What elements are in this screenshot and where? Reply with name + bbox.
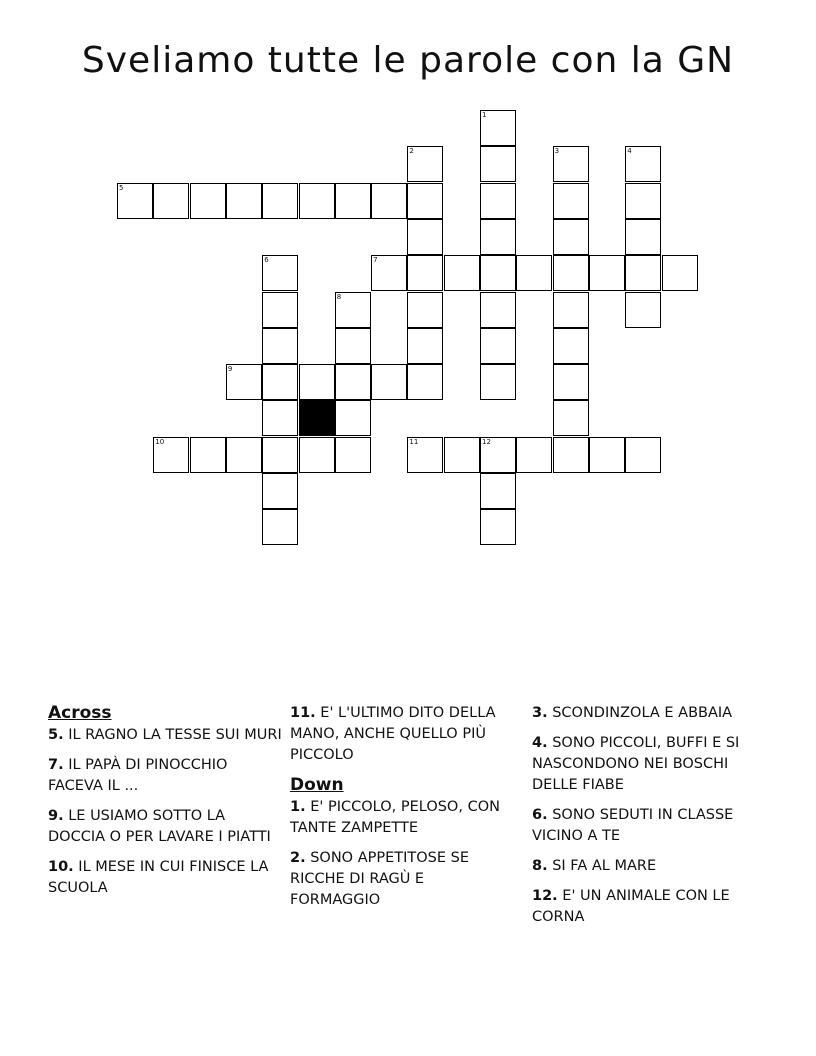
clue-down-4: 4. SONO PICCOLI, BUFFI E SI NASCONDONO NEI BOSCHI DELLE FIABE bbox=[532, 735, 740, 793]
grid-cell[interactable] bbox=[407, 364, 443, 400]
clue-down-12: 12. E' UN ANIMALE CON LE CORNA bbox=[532, 888, 730, 925]
grid-cell[interactable] bbox=[262, 473, 298, 509]
grid-cell[interactable] bbox=[262, 183, 298, 219]
grid-cell[interactable] bbox=[553, 328, 589, 364]
clue-across-10: 10. IL MESE IN CUI FINISCE LA SCUOLA bbox=[48, 859, 269, 896]
grid-cell[interactable] bbox=[516, 255, 552, 291]
grid-cell[interactable] bbox=[553, 364, 589, 400]
clue-number: 4 bbox=[627, 147, 632, 156]
grid-cell[interactable] bbox=[480, 437, 516, 473]
clue-number: 3 bbox=[554, 147, 560, 156]
clue-across-5: 5. IL RAGNO LA TESSE SUI MURI bbox=[48, 727, 282, 743]
grid-cell[interactable] bbox=[226, 364, 262, 400]
grid-cell[interactable] bbox=[480, 255, 516, 291]
clue-across-9: 9. LE USIAMO SOTTO LA DOCCIA O PER LAVARE I PIATTI bbox=[48, 808, 271, 845]
grid-cell[interactable] bbox=[407, 219, 443, 255]
grid-cell[interactable] bbox=[480, 328, 516, 364]
grid-cell[interactable] bbox=[299, 183, 335, 219]
grid-cell[interactable] bbox=[226, 437, 262, 473]
grid-cell[interactable] bbox=[625, 255, 661, 291]
grid-cell[interactable] bbox=[553, 255, 589, 291]
grid-cell[interactable] bbox=[625, 219, 661, 255]
grid-cell[interactable] bbox=[553, 146, 589, 182]
grid-cell[interactable] bbox=[625, 437, 661, 473]
grid-cell[interactable] bbox=[444, 437, 480, 473]
grid-cell[interactable] bbox=[407, 328, 443, 364]
grid-cell[interactable] bbox=[480, 292, 516, 328]
grid-cell[interactable] bbox=[335, 292, 371, 328]
grid-cell[interactable] bbox=[444, 255, 480, 291]
clue-down-3: 3. SCONDINZOLA E ABBAIA bbox=[532, 705, 733, 721]
grid-cell[interactable] bbox=[335, 364, 371, 400]
grid-cell[interactable] bbox=[335, 328, 371, 364]
across-heading: Across bbox=[48, 703, 112, 723]
grid-cell[interactable] bbox=[190, 437, 226, 473]
clue-across-7: 7. IL PAPÀ DI PINOCCHIO FACEVA IL ... bbox=[48, 757, 228, 794]
grid-cell[interactable] bbox=[299, 364, 335, 400]
grid-cell[interactable] bbox=[335, 400, 371, 436]
grid-cell[interactable] bbox=[553, 219, 589, 255]
clue-down-2: 2. SONO APPETITOSE SE RICCHE DI RAGÙ E FORMAGGIO bbox=[290, 850, 470, 908]
grid-cell[interactable] bbox=[262, 364, 298, 400]
grid-cell[interactable] bbox=[262, 509, 298, 545]
grid-cell[interactable] bbox=[480, 509, 516, 545]
grid-cell[interactable] bbox=[262, 255, 298, 291]
grid-cell[interactable] bbox=[153, 183, 189, 219]
grid-block bbox=[299, 400, 335, 436]
clue-number: 10 bbox=[155, 437, 165, 446]
grid-cell[interactable] bbox=[407, 292, 443, 328]
grid-cell[interactable] bbox=[262, 328, 298, 364]
grid-cell[interactable] bbox=[480, 219, 516, 255]
clue-across-11: 11. E' L'ULTIMO DITO DELLA MANO, ANCHE QUELLO PIÙ PICCOLO bbox=[290, 705, 496, 763]
grid-cell[interactable] bbox=[625, 292, 661, 328]
clues-column-2 bbox=[290, 703, 510, 920]
grid-cell[interactable] bbox=[480, 473, 516, 509]
grid-cell[interactable] bbox=[190, 183, 226, 219]
grid-cell[interactable] bbox=[589, 437, 625, 473]
clues-column-1 bbox=[48, 703, 284, 908]
clues-column-3 bbox=[532, 703, 762, 937]
grid-cell[interactable] bbox=[407, 183, 443, 219]
grid-cell[interactable] bbox=[262, 400, 298, 436]
grid-cell[interactable] bbox=[407, 255, 443, 291]
grid-cell[interactable] bbox=[553, 400, 589, 436]
grid-cell[interactable] bbox=[335, 437, 371, 473]
grid-cell[interactable] bbox=[625, 183, 661, 219]
clue-number: 9 bbox=[227, 365, 233, 374]
grid-cell[interactable] bbox=[589, 255, 625, 291]
clue-down-1: 1. E' PICCOLO, PELOSO, CON TANTE ZAMPETTE bbox=[290, 799, 500, 836]
clue-number: 5 bbox=[119, 183, 124, 192]
grid-cell[interactable] bbox=[117, 183, 153, 219]
grid-cell[interactable] bbox=[480, 364, 516, 400]
grid-cell[interactable] bbox=[335, 183, 371, 219]
grid-cell[interactable] bbox=[262, 292, 298, 328]
grid-cell[interactable] bbox=[480, 146, 516, 182]
grid-cell[interactable] bbox=[371, 183, 407, 219]
clue-number: 12 bbox=[482, 437, 491, 446]
grid-cell[interactable] bbox=[553, 292, 589, 328]
grid-cell[interactable] bbox=[153, 437, 189, 473]
grid-cell[interactable] bbox=[480, 183, 516, 219]
grid-cell[interactable] bbox=[299, 437, 335, 473]
clue-number: 1 bbox=[482, 111, 487, 119]
grid-cell[interactable] bbox=[226, 183, 262, 219]
grid-cell[interactable] bbox=[553, 183, 589, 219]
clue-number: 2 bbox=[409, 147, 414, 156]
grid-cell[interactable] bbox=[516, 437, 552, 473]
clue-down-6: 6. SONO SEDUTI IN CLASSE VICINO A TE bbox=[532, 807, 734, 844]
grid-cell[interactable] bbox=[371, 255, 407, 291]
grid-cell[interactable] bbox=[262, 437, 298, 473]
grid-cell[interactable] bbox=[625, 146, 661, 182]
clue-number: 8 bbox=[336, 292, 342, 301]
clue-number: 11 bbox=[409, 437, 419, 446]
grid-cell[interactable] bbox=[480, 110, 516, 146]
clue-number: 7 bbox=[373, 256, 378, 265]
grid-cell[interactable] bbox=[407, 437, 443, 473]
clue-down-8: 8. SI FA AL MARE bbox=[532, 858, 657, 874]
down-heading: Down bbox=[290, 775, 344, 795]
grid-cell[interactable] bbox=[662, 255, 698, 291]
clue-number: 6 bbox=[264, 256, 269, 265]
page-title: Sveliamo tutte le parole con la GN bbox=[81, 40, 735, 81]
grid-cell[interactable] bbox=[553, 437, 589, 473]
grid-cell[interactable] bbox=[407, 146, 443, 182]
grid-cell[interactable] bbox=[371, 364, 407, 400]
